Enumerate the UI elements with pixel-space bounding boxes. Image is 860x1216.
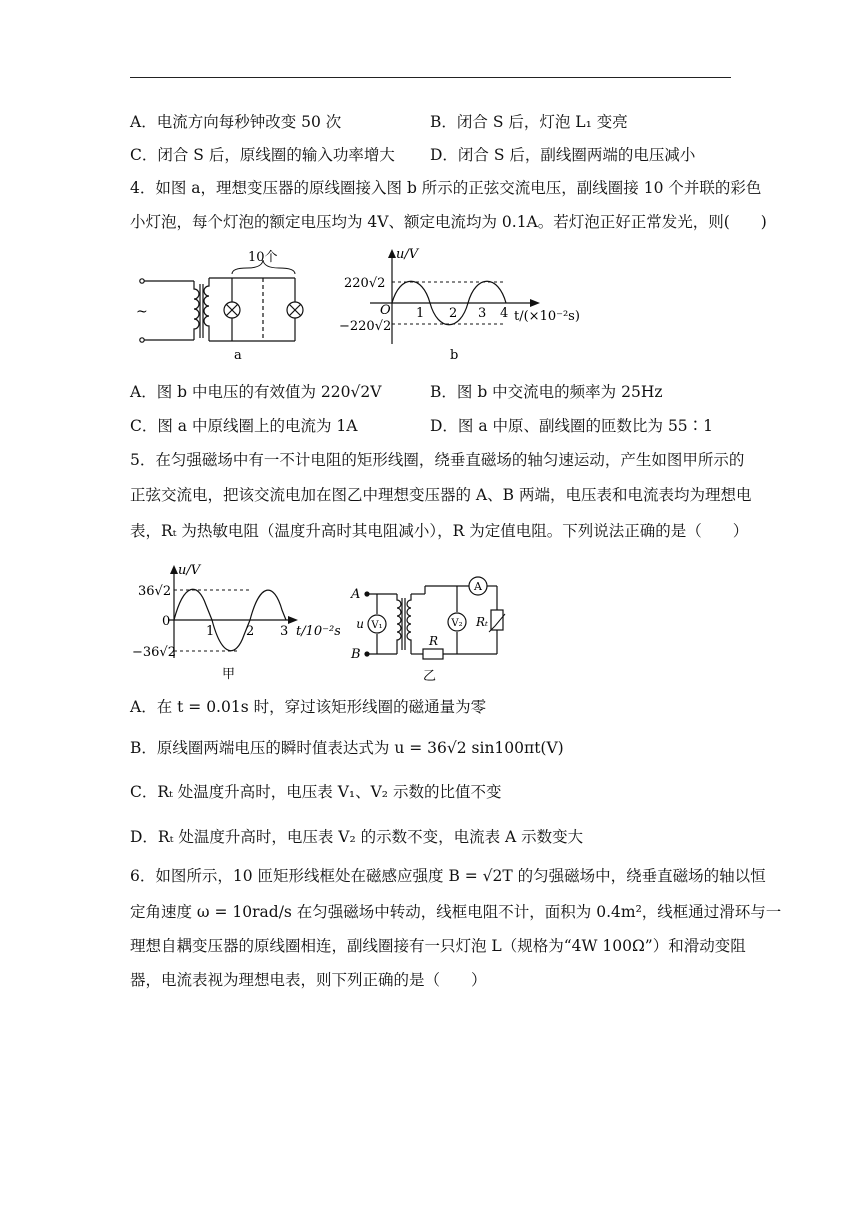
- q4-stem-line-2: 小灯泡，每个灯泡的额定电压均为 4V、额定电流均为 0.1A。若灯泡正好正常发光，则( ): [130, 213, 767, 231]
- fig-jia-y-max-label: 36√2: [138, 584, 172, 599]
- q4-option-b: B．图 b 中交流电的频率为 25Hz: [430, 383, 663, 401]
- header-rule: [130, 77, 731, 78]
- q4-figure-a: [130, 244, 320, 364]
- fig-jia-x-tick-3: 3: [280, 624, 289, 639]
- q5-figure-yi: [345, 574, 515, 686]
- terminal-a-label: A: [351, 587, 361, 602]
- q5-stem-line-2: 正弦交流电，把该交流电加在图乙中理想变压器的 A、B 两端，电压表和电流表均为理想电: [130, 486, 752, 504]
- fig-b-y-max-label: 220√2: [344, 276, 386, 291]
- lamp-icon: [224, 302, 240, 318]
- q4-stem-line-1: 4．如图 a，理想变压器的原线圈接入图 b 所示的正弦交流电压，副线圈接 10 个并联的彩色: [130, 179, 762, 197]
- q4-option-d: D．图 a 中原、副线圈的匝数比为 55∶1: [430, 417, 714, 435]
- q5-figure-jia: [130, 560, 340, 684]
- fig-b-y-min-label: −220√2: [339, 319, 392, 334]
- q6-stem-line-3: 理想自耦变压器的原线圈相连，副线圈接有一只灯泡 L（规格为“4W 100Ω”）和滑动变阻: [130, 937, 746, 955]
- q5-option-c: C．Rₜ 处温度升高时，电压表 V₁、V₂ 示数的比值不变: [130, 783, 502, 801]
- prev-option-d: D．闭合 S 后，副线圈两端的电压减小: [430, 146, 696, 164]
- fig-jia-y-axis-label: u/V: [178, 563, 201, 578]
- fig-b-x-tick-4: 4: [500, 306, 509, 321]
- q6-stem-line-1: 6．如图所示，10 匝矩形线框处在磁感应强度 B = √2T 的匀强磁场中，绕垂直磁场的轴以恒: [130, 867, 766, 885]
- lamp-count-label: 10个: [248, 250, 278, 265]
- fig-jia-x-axis-label: t/10⁻²s: [296, 624, 340, 639]
- fig-b-x-tick-3: 3: [478, 306, 487, 321]
- q5-stem-line-1: 5．在匀强磁场中有一不计电阻的矩形线圈，绕垂直磁场的轴匀速运动，产生如图甲所示的: [130, 451, 745, 469]
- voltmeter-v2-label: V₂: [451, 618, 463, 629]
- q4-option-a: A．图 b 中电压的有效值为 220√2V: [130, 383, 382, 401]
- q5-option-d: D．Rₜ 处温度升高时，电压表 V₂ 的示数不变，电流表 A 示数变大: [130, 828, 584, 846]
- prev-option-a: A．电流方向每秒钟改变 50 次: [130, 113, 342, 131]
- figure-jia-caption: 甲: [222, 667, 236, 682]
- resistor-label: R: [429, 634, 439, 648]
- fig-jia-x-tick-1: 1: [206, 624, 215, 639]
- terminal-b-label: B: [351, 647, 361, 662]
- ammeter-label: A: [474, 580, 482, 593]
- fig-jia-origin-label: 0: [162, 614, 171, 629]
- figure-yi-caption: 乙: [423, 669, 437, 684]
- fig-jia-y-min-label: −36√2: [132, 645, 176, 660]
- ac-source-symbol: ~: [136, 304, 148, 320]
- figure-b-caption: b: [450, 348, 459, 363]
- q6-stem-line-4: 器，电流表视为理想电表，则下列正确的是（ ）: [130, 971, 487, 989]
- prev-option-b: B．闭合 S 后，灯泡 L₁ 变亮: [430, 113, 628, 131]
- q5-stem-line-3: 表，Rₜ 为热敏电阻（温度升高时其电阻减小），R 为定值电阻。下列说法正确的是（ ）: [130, 522, 749, 540]
- q5-option-b: B．原线圈两端电压的瞬时值表达式为 u = 36√2 sin100πt(V): [130, 739, 564, 757]
- fig-b-y-axis-label: u/V: [396, 247, 419, 262]
- thermistor-label: Rₜ: [476, 615, 488, 629]
- input-voltage-label: u: [356, 617, 364, 631]
- fig-b-origin-label: O: [380, 303, 391, 318]
- prev-option-c: C．闭合 S 后，原线圈的输入功率增大: [130, 146, 395, 164]
- q4-option-c: C．图 a 中原线圈上的电流为 1A: [130, 417, 358, 435]
- fig-b-x-axis-label: t/(×10⁻²s): [514, 309, 580, 324]
- lamp-icon: [287, 302, 303, 318]
- q5-option-a: A．在 t = 0.01s 时，穿过该矩形线圈的磁通量为零: [130, 698, 487, 716]
- fig-jia-x-tick-2: 2: [246, 624, 255, 639]
- fig-b-x-tick-1: 1: [416, 306, 425, 321]
- q4-figure-b: [330, 244, 590, 366]
- fig-b-x-tick-2: 2: [449, 306, 458, 321]
- figure-a-caption: a: [234, 348, 242, 363]
- voltmeter-v1-label: V₁: [371, 620, 383, 631]
- q6-stem-line-2: 定角速度 ω = 10rad/s 在匀强磁场中转动，线框电阻不计，面积为 0.4m²，线框通过滑环与一: [130, 903, 782, 921]
